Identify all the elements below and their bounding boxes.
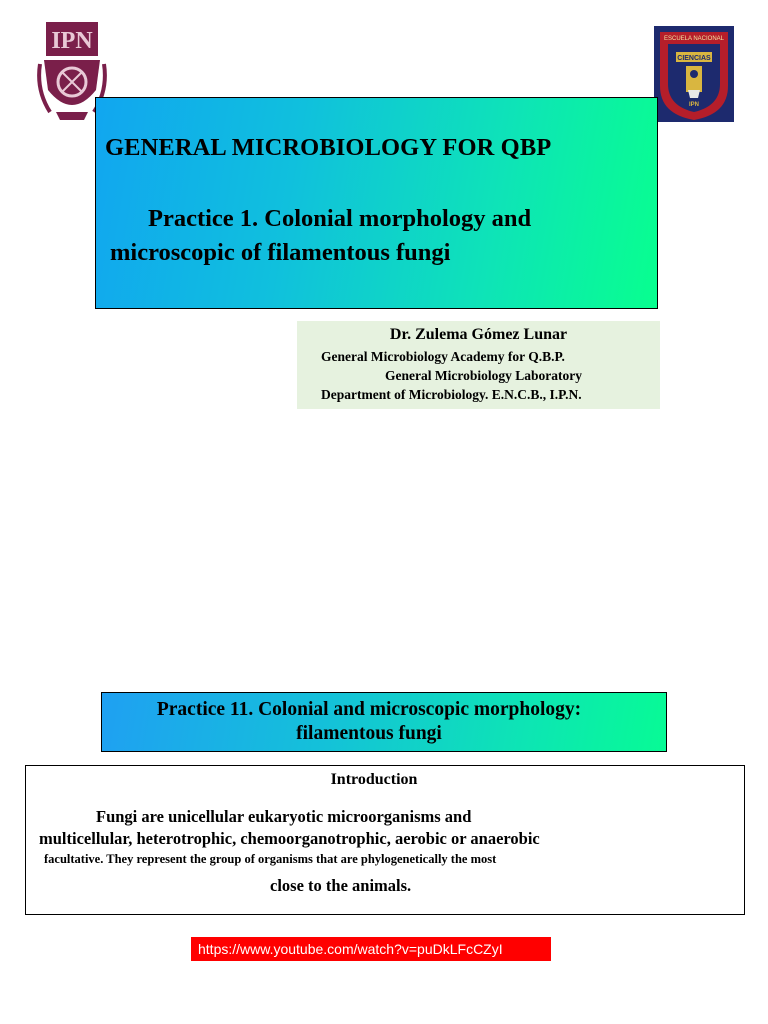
svg-text:IPN: IPN [688, 102, 700, 108]
practice11-header [101, 692, 667, 752]
title-box [95, 97, 658, 309]
introduction-line3: facultative. They represent the group of organisms that are phylogenetically the most [44, 852, 497, 866]
svg-text:CIENCIAS: CIENCIAS [677, 55, 711, 62]
svg-text:ESCUELA NACIONAL: ESCUELA NACIONAL [663, 36, 725, 42]
practice11-line2: filamentous fungi [296, 723, 442, 744]
practice-title [110, 202, 650, 270]
course-title: GENERAL MICROBIOLOGY FOR QBP [105, 134, 552, 161]
practice-title-line2: microscopic of filamentous fungi [110, 239, 451, 266]
author-affiliation-3: Department of Microbiology. E.N.C.B., I.P.N. [321, 387, 582, 402]
practice11-line1: Practice 11. Colonial and microscopic morphology: [156, 699, 582, 720]
introduction-box [25, 765, 745, 915]
introduction-line1: Fungi are unicellular eukaryotic microorganisms and [96, 807, 472, 826]
author-affiliation-1: General Microbiology Academy for Q.B.P. [321, 349, 565, 364]
introduction-heading: Introduction [330, 771, 418, 788]
author-box [297, 321, 660, 409]
author-affiliation-2: General Microbiology Laboratory [385, 368, 582, 383]
encb-seal-icon [654, 26, 734, 122]
youtube-link[interactable]: https://www.youtube.com/watch?v=puDkLFcCZyI [191, 937, 551, 961]
practice-title-line1: Practice 1. Colonial morphology and [148, 205, 532, 232]
svg-text:IPN: IPN [51, 28, 93, 54]
introduction-line2: multicellular, heterotrophic, chemoorganotrophic, aerobic or anaerobic [39, 829, 540, 848]
introduction-line4: close to the animals. [270, 876, 412, 895]
author-name: Dr. Zulema Gómez Lunar [389, 326, 568, 343]
